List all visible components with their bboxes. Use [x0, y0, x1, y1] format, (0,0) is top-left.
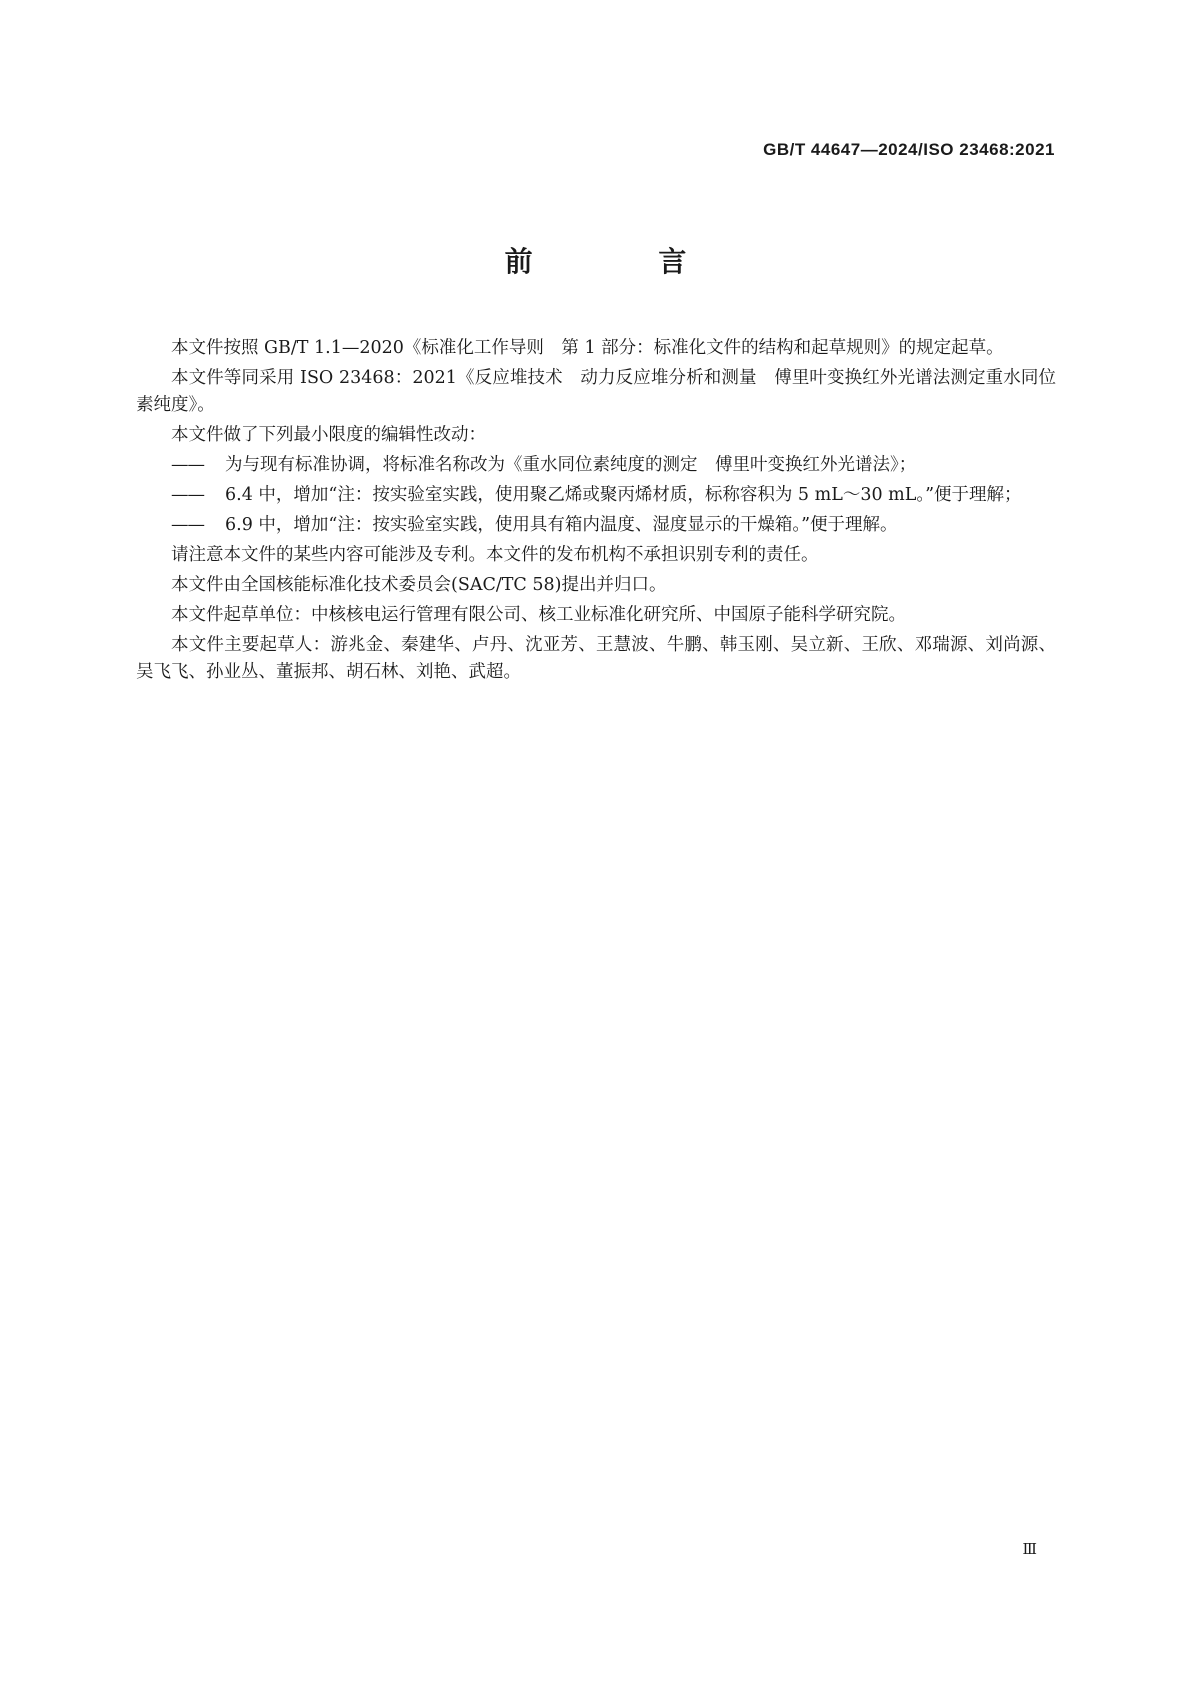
list-item-change-3	[136, 512, 1056, 539]
paragraph-proposer: 本文件由全国核能标准化技术委员会(SAC/TC 58)提出并归口。	[171, 575, 667, 595]
paragraph-drafting-rules: 本文件按照 GB/T 1.1—2020《标准化工作导则 第 1 部分：标准化文件的结构和起草规则》的规定起草。	[171, 338, 1004, 358]
paragraph-drafting-units: 本文件起草单位：中核核电运行管理有限公司、核工业标准化研究所、中国原子能科学研究院。	[171, 605, 906, 625]
dash-marker: ——	[171, 455, 204, 475]
page-title: 前 言	[504, 245, 745, 278]
paragraph-drafters: 本文件主要起草人：游兆金、秦建华、卢丹、沈亚芳、王慧波、牛鹏、韩玉刚、吴立新、王欣、邓瑞源、刘尚源、吴飞飞、孙业丛、董振邦、胡石林、刘艳、武超。	[136, 635, 1056, 682]
list-item-text: 为与现有标准协调，将标准名称改为《重水同位素纯度的测定 傅里叶变换红外光谱法》；	[225, 455, 917, 475]
list-item-change-2	[136, 482, 1056, 509]
dash-marker: ——	[171, 485, 204, 505]
paragraph-patent-notice: 请注意本文件的某些内容可能涉及专利。本文件的发布机构不承担识别专利的责任。	[171, 545, 819, 565]
paragraph-editorial-changes-intro: 本文件做了下列最小限度的编辑性改动：	[171, 425, 486, 445]
list-item-text: 6.4 中，增加“注：按实验室实践，使用聚乙烯或聚丙烯材质，标称容积为 5 mL～30 mL。”便于理解；	[225, 485, 1022, 505]
page-number: Ⅲ	[1022, 1540, 1037, 1558]
foreword-body	[136, 335, 1056, 689]
standard-number-header: GB/T 44647—2024/ISO 23468:2021	[763, 140, 1055, 159]
paragraph-adoption: 本文件等同采用 ISO 23468：2021《反应堆技术 动力反应堆分析和测量 傅里叶变换红外光谱法测定重水同位素纯度》。	[136, 368, 1056, 415]
list-item-text: 6.9 中，增加“注：按实验室实践，使用具有箱内温度、湿度显示的干燥箱。”便于理解。	[225, 515, 898, 535]
dash-marker: ——	[171, 515, 204, 535]
list-item-change-1	[136, 452, 1056, 479]
